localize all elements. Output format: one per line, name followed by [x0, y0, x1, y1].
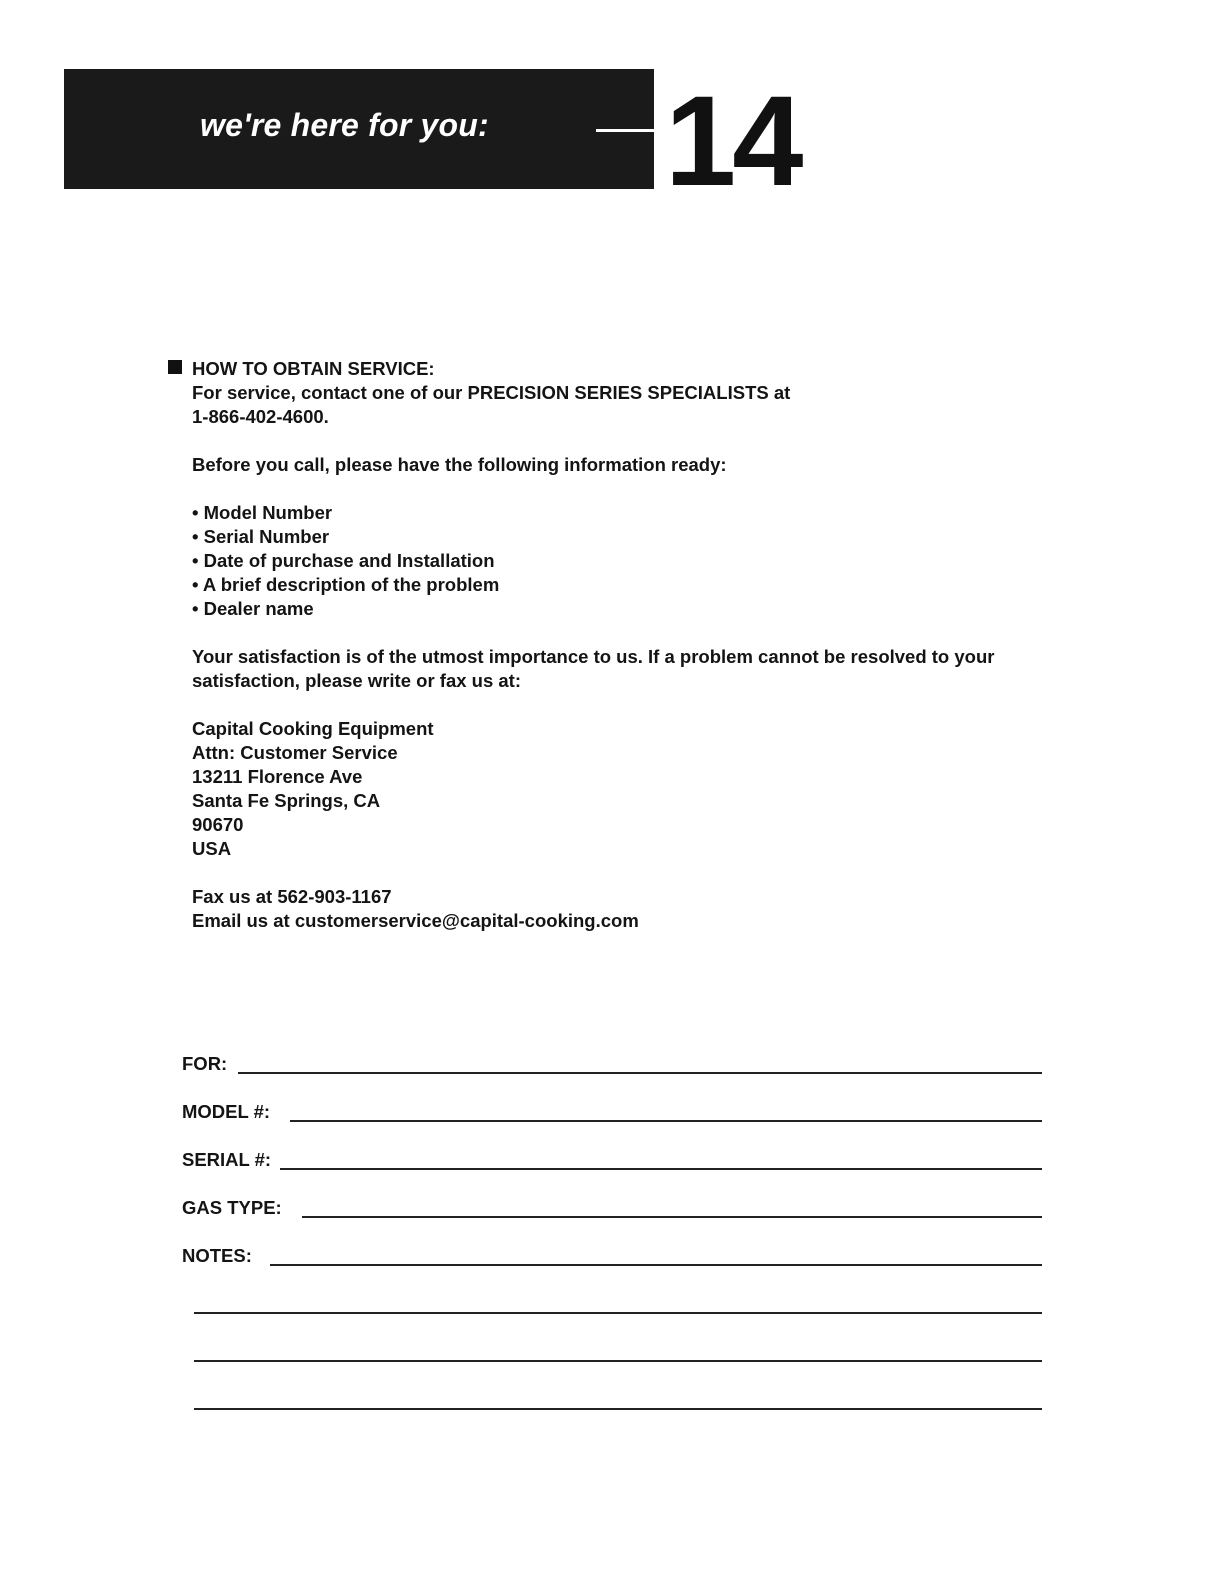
gas-type-label: GAS TYPE: [182, 1197, 282, 1218]
before-call-text: Before you call, please have the following information ready: [192, 454, 727, 475]
form-row-gas-type [182, 1174, 1042, 1222]
form-row-notes [182, 1222, 1042, 1270]
chapter-header-bar [64, 69, 654, 189]
checklist-item: • Dealer name [192, 598, 314, 619]
address-line: Capital Cooking Equipment [192, 718, 434, 739]
satisfaction-text: satisfaction, please write or fax us at: [192, 670, 521, 691]
gas-type-field-line[interactable] [302, 1216, 1042, 1218]
form-row-for [182, 1030, 1042, 1078]
model-field-line[interactable] [290, 1120, 1042, 1122]
form-row-serial [182, 1126, 1042, 1174]
form-row-model [182, 1078, 1042, 1126]
contact-line: For service, contact one of our PRECISION SERIES SPECIALISTS at [192, 382, 791, 403]
section-heading: HOW TO OBTAIN SERVICE: [192, 358, 435, 379]
email-line: Email us at customerservice@capital-cooking.com [192, 910, 639, 931]
notes-field-line[interactable] [270, 1264, 1042, 1266]
address-line: 90670 [192, 814, 244, 835]
address-line: Santa Fe Springs, CA [192, 790, 381, 811]
address-line: USA [192, 838, 232, 859]
notes-label: NOTES: [182, 1245, 252, 1266]
notes-extra-row [182, 1270, 1042, 1318]
notes-extra-row [182, 1366, 1042, 1414]
notes-field-line[interactable] [194, 1408, 1042, 1410]
satisfaction-text: Your satisfaction is of the utmost importance to us. If a problem cannot be resolved to your [192, 646, 995, 667]
serial-label: SERIAL #: [182, 1149, 272, 1170]
notes-field-line[interactable] [194, 1312, 1042, 1314]
notes-field-line[interactable] [194, 1360, 1042, 1362]
chapter-title: we're here for you: [200, 107, 489, 143]
checklist-item: • Serial Number [192, 526, 330, 547]
service-section [192, 357, 1092, 933]
service-record-form [182, 1030, 1042, 1414]
checklist-item: • Model Number [192, 502, 333, 523]
checklist-item: • A brief description of the problem [192, 574, 500, 595]
checklist-item: • Date of purchase and Installation [192, 550, 495, 571]
for-field-line[interactable] [238, 1072, 1042, 1074]
address-line: Attn: Customer Service [192, 742, 398, 763]
model-label: MODEL #: [182, 1101, 271, 1122]
for-label: FOR: [182, 1053, 228, 1074]
notes-extra-row [182, 1318, 1042, 1366]
fax-line: Fax us at 562-903-1167 [192, 886, 392, 907]
service-phone: 1-866-402-4600. [192, 406, 329, 427]
chapter-number: 14 [665, 70, 800, 213]
section-square-icon [168, 360, 182, 374]
address-line: 13211 Florence Ave [192, 766, 363, 787]
serial-field-line[interactable] [280, 1168, 1042, 1170]
